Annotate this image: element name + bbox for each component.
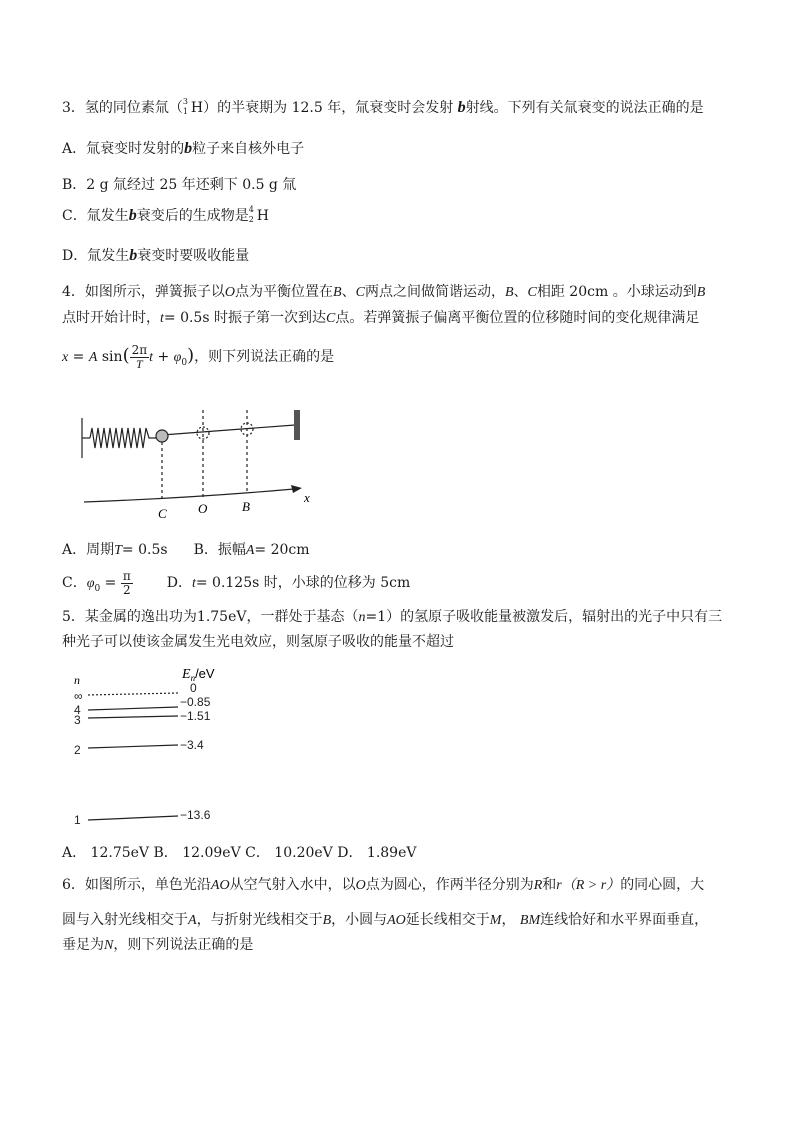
level-4-line [88, 707, 178, 710]
q4-stem-line2: 点时开始计时，t= 0.5s 时振子第一次到达C点。若弹簧振子偏离平衡位置的位移随时间的变化规律满足 [62, 310, 700, 326]
q5-options: A． 12.75eV B． 12.09eV C． 10.20eV D． 1.89eV [62, 845, 417, 861]
level-2-n: 2 [74, 743, 81, 757]
level-2-e: −3.4 [180, 738, 204, 752]
level-inf-e: 0 [190, 681, 197, 695]
nuclide-prefix: 3 1 [182, 97, 189, 116]
q3-stem: 3．氢的同位素氚（ 3 1 H）的半衰期为 12.5 年，氚衰变时会发射 b射线。下列有关氚衰变的说法正确的是 [62, 97, 704, 116]
q4-options-cd: C．$\varphi_0$ = $\frac{\pi}{2}$ D．t= 0.125s 时，小球的位移为 5cm [62, 568, 411, 597]
n-header: n [74, 673, 80, 687]
beta-symbol: b [457, 99, 466, 116]
rod [162, 425, 295, 435]
q4-formula: x = A sin( $\frac{2\pi}{T}$ $t + \varphi_0$)，则下列说法正确的是 [62, 342, 335, 371]
q6-stem-line2: 圆与入射光线相交于A，与折射光线相交于B，小圆与AO延长线相交于M， BM连线恰好和水平界面垂直， [62, 912, 709, 928]
q6-stem-line3: 垂足为N，则下列说法正确的是 [62, 937, 254, 953]
spring-oscillator-figure [72, 398, 322, 526]
level-2-line [88, 745, 178, 748]
q5-stem-line1: 5．某金属的逸出功为1.75eV，一群处于基态（n=1）的氢原子吸收能量被激发后，辐射出的光子中只有三 [62, 609, 723, 625]
product-prefix: 4 2 [248, 205, 254, 224]
level-1-e: −13.6 [180, 808, 211, 822]
level-4-e: −0.85 [180, 695, 211, 709]
q3-option-d: D．氚发生b衰变时要吸收能量 [62, 247, 250, 264]
label-x: x [304, 490, 310, 505]
x-axis-arrow [291, 485, 302, 493]
level-4-n: 4 [74, 703, 81, 717]
level-1-n: 1 [74, 813, 81, 827]
label-b: B [242, 499, 250, 514]
q4-stem-line1: 4．如图所示，弹簧振子以O点为平衡位置在B、C两点之间做简谐运动，B、C相距 20cm 。小球运动到B [62, 284, 706, 300]
e-header: $E_n/eV$ [182, 666, 215, 683]
level-1-line [88, 816, 178, 820]
level-3-line [88, 716, 178, 718]
level-inf-n: ∞ [74, 689, 83, 703]
level-3-n: 3 [74, 713, 81, 727]
energy-level-diagram [66, 658, 236, 830]
right-wall [294, 410, 300, 440]
formula-fraction: $\frac{2\pi}{T}$ [131, 342, 148, 371]
q4-options-ab: A．周期T= 0.5s B．振幅A= 20cm [62, 542, 310, 558]
spring [90, 428, 156, 448]
x-axis [84, 489, 294, 502]
q3-option-b: B．2 g 氚经过 25 年还剩下 0.5 g 氚 [62, 177, 297, 193]
label-o: O [198, 501, 208, 516]
q5-stem-line2: 种光子可以使该金属发生光电效应，则氢原子吸收的能量不超过 [62, 634, 454, 650]
level-3-e: −1.51 [180, 709, 211, 723]
q6-stem-line1: 6．如图所示，单色光沿AO从空气射入水中，以O点为圆心，作两半径分别为R和r（R > r）的同心圆，大 [62, 877, 705, 893]
q3-option-a: A．氚衰变时发射的b粒子来自核外电子 [62, 140, 305, 157]
q3-option-c: C．氚发生b衰变后的生成物是 4 2 H [62, 205, 269, 224]
level-inf-line [88, 693, 178, 695]
ball [156, 430, 168, 442]
label-c: C [158, 506, 167, 521]
phi-fraction: $\frac{\pi}{2}$ [122, 568, 131, 597]
